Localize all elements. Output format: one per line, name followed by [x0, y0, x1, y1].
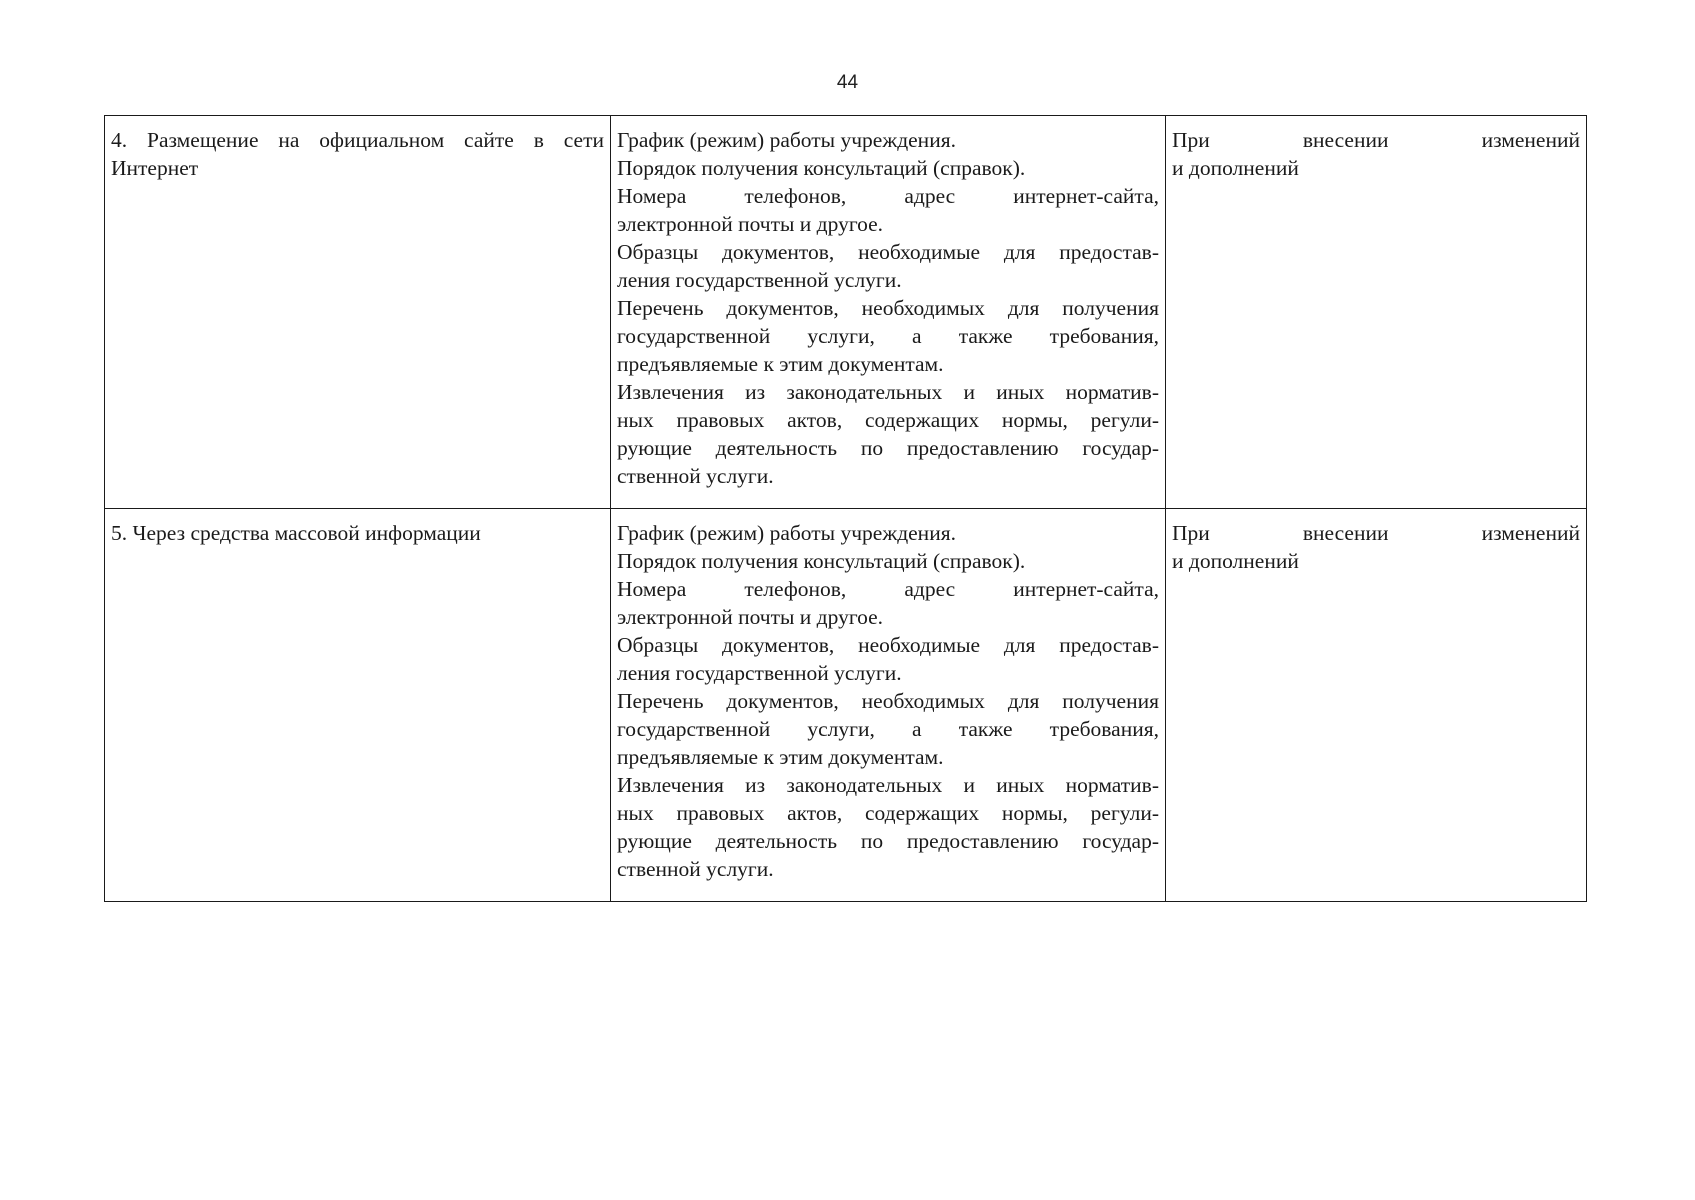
content-line: Порядок получения консультаций (справок).	[617, 156, 1026, 180]
content-line: Перечень документов, необходимых для получения	[617, 296, 1159, 320]
content-line: Номера телефонов, адрес интернет-сайта,	[617, 577, 1159, 601]
info-table	[104, 115, 1587, 902]
content-line: ления государственной услуги.	[617, 268, 902, 292]
content-line: График (режим) работы учреждения.	[617, 128, 956, 152]
table-row	[105, 116, 1587, 509]
method-cell	[105, 509, 611, 902]
timing-line: При внесении изменений	[1172, 128, 1580, 152]
timing-line: При внесении изменений	[1172, 521, 1580, 545]
timing-line: и дополнений	[1172, 156, 1299, 180]
content-line: Образцы документов, необходимые для предостав-	[617, 633, 1159, 657]
content-cell	[611, 116, 1166, 509]
content-line: государственной услуги, а также требования,	[617, 717, 1159, 741]
content-line: Перечень документов, необходимых для получения	[617, 689, 1159, 713]
content-cell	[611, 509, 1166, 902]
content-line: ления государственной услуги.	[617, 661, 902, 685]
content-line: предъявляемые к этим документам.	[617, 745, 944, 769]
table-row	[105, 509, 1587, 902]
content-line: Образцы документов, необходимые для предостав-	[617, 240, 1159, 264]
method-line: 4. Размещение на официальном сайте в сети	[111, 128, 604, 152]
content-line: рующие деятельность по предоставлению государ-	[617, 436, 1159, 460]
content-line: предъявляемые к этим документам.	[617, 352, 944, 376]
content-line: ственной услуги.	[617, 464, 774, 488]
content-line: Номера телефонов, адрес интернет-сайта,	[617, 184, 1159, 208]
content-line: электронной почты и другое.	[617, 212, 884, 236]
content-line: График (режим) работы учреждения.	[617, 521, 956, 545]
method-cell	[105, 116, 611, 509]
content-line: электронной почты и другое.	[617, 605, 884, 629]
method-line: 5. Через средства массовой информации	[111, 521, 481, 545]
content-line: Извлечения из законодательных и иных норматив-	[617, 773, 1159, 797]
timing-cell	[1166, 116, 1587, 509]
content-line: Порядок получения консультаций (справок).	[617, 549, 1026, 573]
method-line: Интернет	[111, 156, 199, 180]
page-number: 44	[836, 72, 859, 93]
content-line: рующие деятельность по предоставлению государ-	[617, 829, 1159, 853]
content-line: ных правовых актов, содержащих нормы, регули-	[617, 801, 1159, 825]
timing-cell	[1166, 509, 1587, 902]
content-line: ных правовых актов, содержащих нормы, регули-	[617, 408, 1159, 432]
timing-line: и дополнений	[1172, 549, 1299, 573]
content-line: государственной услуги, а также требования,	[617, 324, 1159, 348]
content-line: ственной услуги.	[617, 857, 774, 881]
content-line: Извлечения из законодательных и иных норматив-	[617, 380, 1159, 404]
